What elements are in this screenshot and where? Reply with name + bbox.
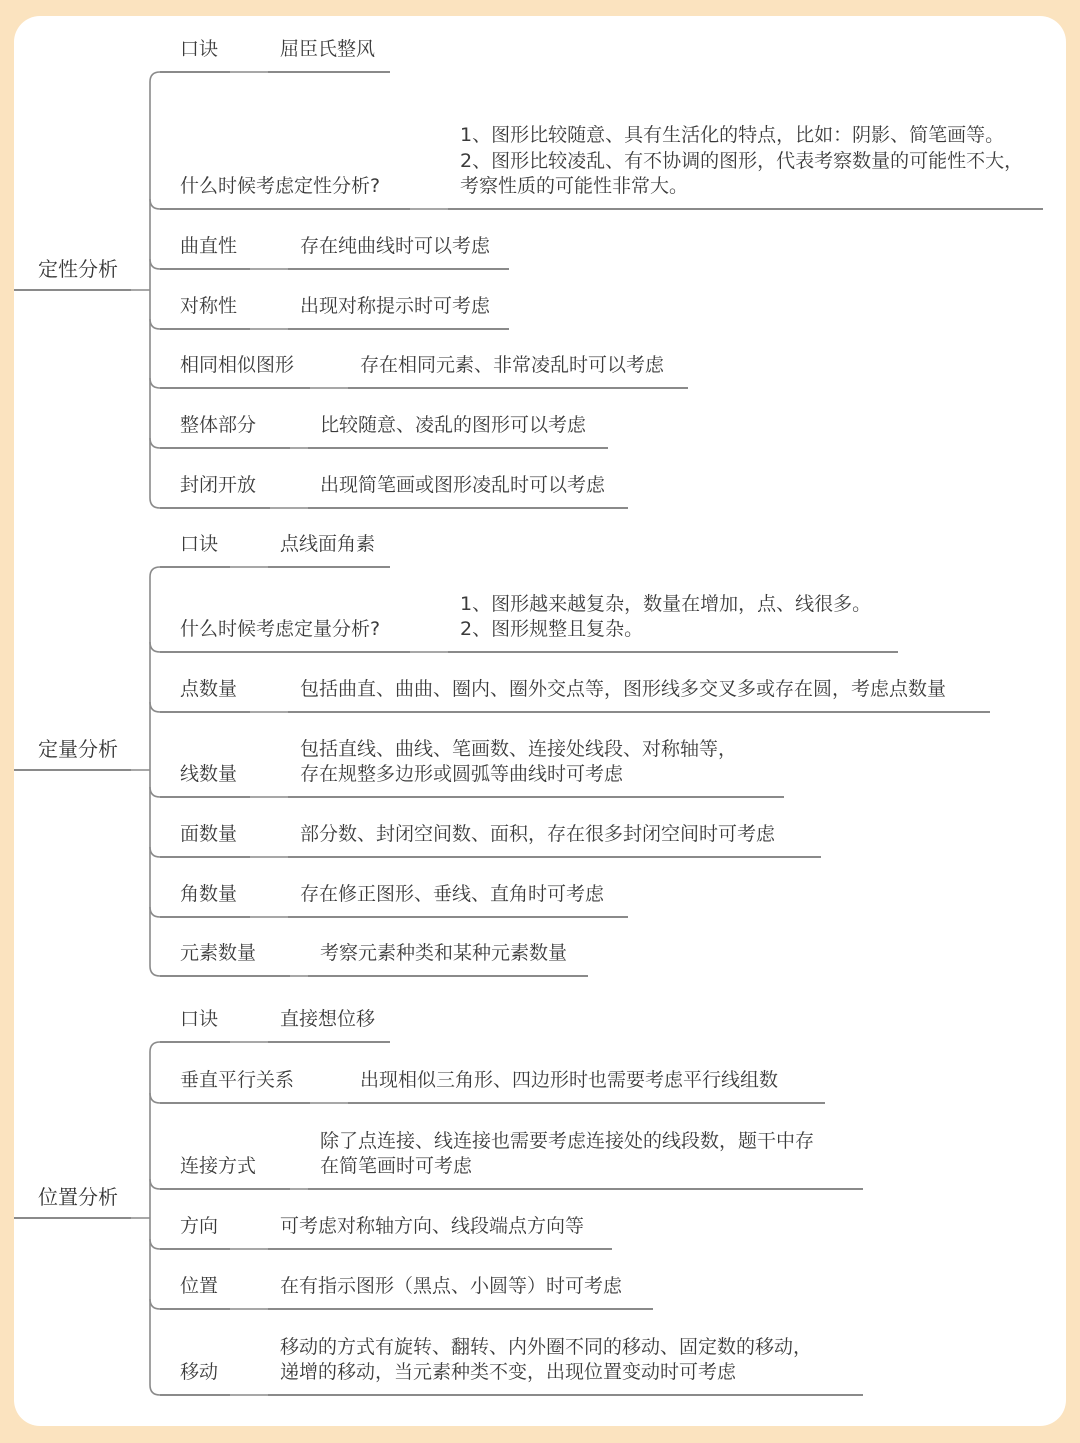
item-label-underline bbox=[160, 447, 290, 449]
item-value-line: 在有指示图形（黑点、小圆等）时可考虑 bbox=[280, 1275, 623, 1297]
branch-join bbox=[150, 1239, 160, 1249]
item-value-underline bbox=[288, 796, 784, 798]
item-value-line: 出现简笔画或图形凌乱时可以考虑 bbox=[320, 474, 606, 496]
item-label-underline bbox=[160, 1308, 230, 1310]
item-label: 口诀 bbox=[180, 38, 219, 60]
item-label: 点数量 bbox=[180, 678, 238, 700]
item-label: 垂直平行关系 bbox=[180, 1069, 295, 1091]
item-label: 移动 bbox=[180, 1361, 219, 1383]
branch-join bbox=[150, 259, 160, 269]
item-label: 对称性 bbox=[180, 295, 238, 317]
branch-join bbox=[150, 847, 160, 857]
item-value-line: 递增的移动，当元素种类不变，出现位置变动时可考虑 bbox=[280, 1361, 737, 1383]
item-value-underline bbox=[268, 71, 390, 73]
item-label-underline bbox=[160, 1102, 310, 1104]
item-label: 方向 bbox=[180, 1215, 219, 1237]
item-label-underline bbox=[160, 1041, 230, 1043]
item-label: 线数量 bbox=[180, 763, 238, 785]
item-label: 口诀 bbox=[180, 533, 219, 555]
branch-join bbox=[150, 787, 160, 797]
item-value-line: 部分数、封闭空间数、面积，存在很多封闭空间时可考虑 bbox=[300, 823, 776, 845]
item-value-underline bbox=[268, 1041, 390, 1043]
item-value-line: 包括直线、曲线、笔画数、连接处线段、对称轴等， bbox=[300, 737, 738, 760]
item-value-underline bbox=[268, 1248, 612, 1250]
item-value-line: 2、图形规整且复杂。 bbox=[460, 618, 644, 640]
branch-join bbox=[150, 1093, 160, 1103]
item-value-line: 2、图形比较凌乱、有不协调的图形，代表考察数量的可能性不大， bbox=[460, 149, 1024, 172]
item-label: 位置 bbox=[180, 1275, 219, 1297]
item-value-underline bbox=[308, 1188, 863, 1190]
item-value-underline bbox=[348, 1102, 825, 1104]
item-label: 曲直性 bbox=[180, 235, 238, 257]
item-value-line: 在简笔画时可考虑 bbox=[320, 1155, 473, 1177]
item-label-underline bbox=[160, 856, 250, 858]
item-label-underline bbox=[160, 1394, 230, 1396]
item-label: 整体部分 bbox=[180, 414, 257, 436]
item-value-underline bbox=[448, 208, 1043, 210]
item-value-line: 存在规整多边形或圆弧等曲线时可考虑 bbox=[300, 763, 624, 785]
root-underline bbox=[14, 769, 131, 771]
branch-join bbox=[150, 438, 160, 448]
branch-join bbox=[150, 319, 160, 329]
item-label-underline bbox=[160, 651, 410, 653]
item-value-line: 出现相似三角形、四边形时也需要考虑平行线组数 bbox=[360, 1069, 779, 1091]
item-label: 面数量 bbox=[180, 823, 238, 845]
branch-join bbox=[150, 642, 160, 652]
item-label-underline bbox=[160, 1188, 290, 1190]
root-node-title: 位置分析 bbox=[38, 1185, 118, 1209]
item-label-underline bbox=[160, 1248, 230, 1250]
item-value-line: 出现对称提示时可考虑 bbox=[300, 295, 491, 317]
item-value-line: 存在修正图形、垂线、直角时可考虑 bbox=[300, 883, 605, 905]
item-value-underline bbox=[308, 507, 628, 509]
item-label-underline bbox=[160, 387, 310, 389]
branch-join bbox=[150, 199, 160, 209]
item-value-line: 存在纯曲线时可以考虑 bbox=[300, 235, 491, 257]
item-value-line: 考察元素种类和某种元素数量 bbox=[320, 942, 568, 964]
item-value-line: 移动的方式有旋转、翻转、内外圈不同的移动、固定数的移动， bbox=[280, 1335, 813, 1358]
item-label-underline bbox=[160, 208, 410, 210]
item-value-line: 1、图形比较随意、具有生活化的特点，比如：阴影、简笔画等。 bbox=[460, 124, 1005, 146]
item-label-underline bbox=[160, 916, 250, 918]
item-value-underline bbox=[288, 711, 990, 713]
item-label: 连接方式 bbox=[180, 1155, 257, 1177]
item-value-line: 可考虑对称轴方向、线段端点方向等 bbox=[280, 1215, 585, 1237]
item-label-underline bbox=[160, 507, 270, 509]
item-value-underline bbox=[308, 975, 588, 977]
item-value-underline bbox=[448, 651, 898, 653]
item-label-underline bbox=[160, 711, 250, 713]
root-node-title: 定量分析 bbox=[38, 737, 118, 761]
item-value-line: 1、图形越来越复杂，数量在增加，点、线很多。 bbox=[460, 592, 872, 615]
root-underline bbox=[14, 289, 131, 291]
item-label: 什么时候考虑定量分析? bbox=[180, 618, 381, 640]
item-value-underline bbox=[268, 1308, 653, 1310]
item-label: 封闭开放 bbox=[180, 474, 257, 496]
item-value-underline bbox=[288, 328, 509, 330]
item-value-underline bbox=[288, 856, 821, 858]
branch-join bbox=[150, 907, 160, 917]
item-label: 口诀 bbox=[180, 1008, 219, 1030]
item-value-underline bbox=[268, 566, 390, 568]
item-value-line: 比较随意、凌乱的图形可以考虑 bbox=[320, 414, 587, 436]
item-label-underline bbox=[160, 328, 250, 330]
root-underline bbox=[14, 1217, 131, 1219]
item-label: 什么时候考虑定性分析? bbox=[180, 175, 381, 197]
item-value-underline bbox=[348, 387, 688, 389]
branch-join bbox=[150, 702, 160, 712]
item-label: 相同相似图形 bbox=[180, 354, 295, 376]
item-value-line: 点线面角素 bbox=[280, 533, 376, 555]
item-value-line: 存在相同元素、非常凌乱时可以考虑 bbox=[360, 354, 665, 376]
item-value-underline bbox=[288, 268, 509, 270]
branch-join bbox=[150, 1179, 160, 1189]
item-label-underline bbox=[160, 268, 250, 270]
item-value-line: 屈臣氏整风 bbox=[280, 38, 376, 60]
branch-join bbox=[150, 378, 160, 388]
item-value-line: 除了点连接、线连接也需要考虑连接处的线段数，题干中存 bbox=[320, 1129, 815, 1152]
branch-spine bbox=[150, 1042, 160, 1395]
item-value-line: 直接想位移 bbox=[280, 1008, 376, 1030]
item-label-underline bbox=[160, 566, 230, 568]
item-label-underline bbox=[160, 975, 290, 977]
item-label: 元素数量 bbox=[180, 942, 257, 964]
root-node-title: 定性分析 bbox=[38, 257, 118, 281]
item-value-line: 包括曲直、曲曲、圈内、圈外交点等，图形线多交叉多或存在圆，考虑点数量 bbox=[300, 678, 947, 700]
item-label: 角数量 bbox=[180, 883, 238, 905]
item-label-underline bbox=[160, 71, 230, 73]
branch-join bbox=[150, 1299, 160, 1309]
item-value-line: 考察性质的可能性非常大。 bbox=[460, 175, 689, 197]
item-value-underline bbox=[288, 916, 628, 918]
item-value-underline bbox=[268, 1394, 863, 1396]
item-label-underline bbox=[160, 796, 250, 798]
item-value-underline bbox=[308, 447, 608, 449]
